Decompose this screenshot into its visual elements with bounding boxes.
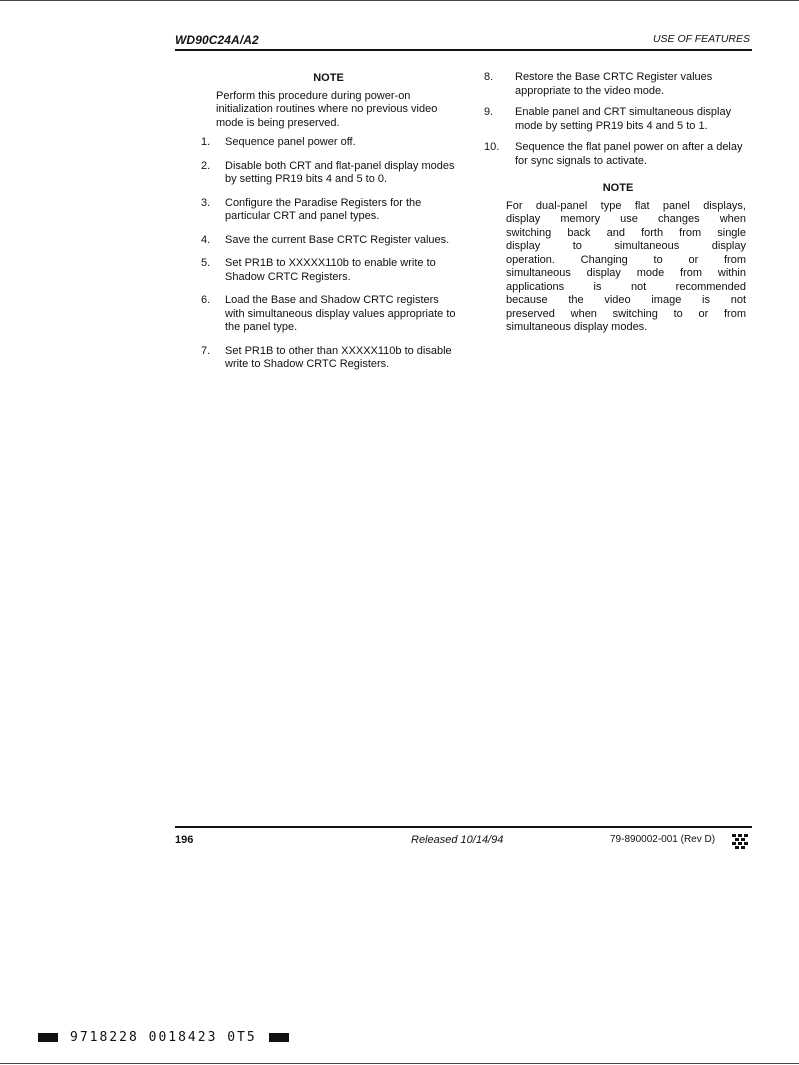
left-column — [201, 72, 456, 382]
item-text: Set PR1B to other than XXXXX110b to disable write to Shadow CRTC Registers. — [225, 344, 452, 370]
barcode-text: 9718228 0018423 0T5 — [70, 1030, 257, 1045]
list-item — [484, 71, 752, 98]
item-text: Sequence the flat panel power on after a delay for sync signals to activate. — [515, 141, 743, 167]
list-item — [201, 345, 456, 372]
note-title: NOTE — [313, 72, 344, 84]
note-line: simultaneous display modes. — [506, 321, 648, 333]
note-line: applications is not recommended — [506, 280, 746, 293]
item-number: 10. — [484, 141, 500, 153]
procedure-list — [201, 136, 456, 372]
list-item — [484, 106, 752, 133]
list-item — [201, 257, 456, 284]
list-item — [201, 294, 456, 335]
page-top-border — [0, 0, 799, 1]
item-number: 9. — [484, 106, 494, 118]
page-bottom-border — [0, 1063, 799, 1064]
item-number: 6. — [201, 294, 211, 306]
item-text: Enable panel and CRT simultaneous display mode by setting PR19 bits 4 and 5 to 1. — [515, 106, 732, 132]
list-item — [201, 160, 456, 187]
note-line: preserved when switching to or from — [506, 307, 746, 320]
note-line: because the video image is not — [506, 294, 746, 306]
note-line: display to simultaneous display — [506, 240, 746, 252]
note-line: For dual-panel type flat panel displays, — [506, 199, 746, 212]
note-line: operation. Changing to or from — [506, 253, 746, 266]
note-line: display memory use changes when — [506, 213, 746, 225]
item-number: 5. — [201, 257, 211, 269]
note-body — [484, 200, 746, 335]
note-body: Perform this procedure during power-on initialization routines where no previous video mode is being preserved. — [216, 89, 438, 129]
header-section-title: USE OF FEATURES — [652, 33, 750, 45]
footer-rule — [175, 826, 752, 828]
list-item — [484, 141, 752, 168]
item-text: Sequence panel power off. — [225, 136, 356, 148]
barcode-block-right — [269, 1033, 289, 1042]
item-number: 8. — [484, 71, 494, 83]
note-line: switching back and forth from single — [506, 226, 746, 239]
item-text: Configure the Paradise Registers for the particular CRT and panel types. — [225, 196, 422, 222]
item-text: Load the Base and Shadow CRTC registers with simultaneous display values appropriate to the panel type. — [225, 294, 456, 333]
header-rule — [175, 49, 752, 51]
release-date: Released 10/14/94 — [411, 834, 504, 846]
item-text: Set PR1B to XXXXX110b to enable write to Shadow CRTC Registers. — [225, 257, 436, 283]
item-number: 4. — [201, 233, 211, 246]
document-number: 79-890002-001 (Rev D) — [610, 834, 716, 845]
note-line: simultaneous display mode from within — [506, 267, 746, 279]
item-number: 7. — [201, 344, 211, 357]
item-text: Save the current Base CRTC Register values. — [225, 233, 450, 246]
item-text: Restore the Base CRTC Register values appropriate to the video mode. — [515, 71, 713, 97]
item-text: Disable both CRT and flat-panel display modes by setting PR19 bits 4 and 5 to 0. — [225, 159, 455, 185]
item-number: 3. — [201, 196, 211, 209]
list-item — [201, 136, 456, 150]
page-number: 196 — [175, 834, 194, 846]
header-part-number: WD90C24A/A2 — [175, 33, 259, 47]
barcode-strip — [38, 1030, 289, 1045]
right-column — [484, 71, 752, 335]
barcode-block-left — [38, 1033, 58, 1042]
item-number: 1. — [201, 136, 211, 148]
item-number: 2. — [201, 159, 211, 172]
list-item — [201, 197, 456, 224]
note-title: NOTE — [602, 182, 634, 194]
company-logo-icon — [732, 834, 748, 855]
list-item — [201, 234, 456, 248]
procedure-list-continued — [484, 71, 752, 168]
